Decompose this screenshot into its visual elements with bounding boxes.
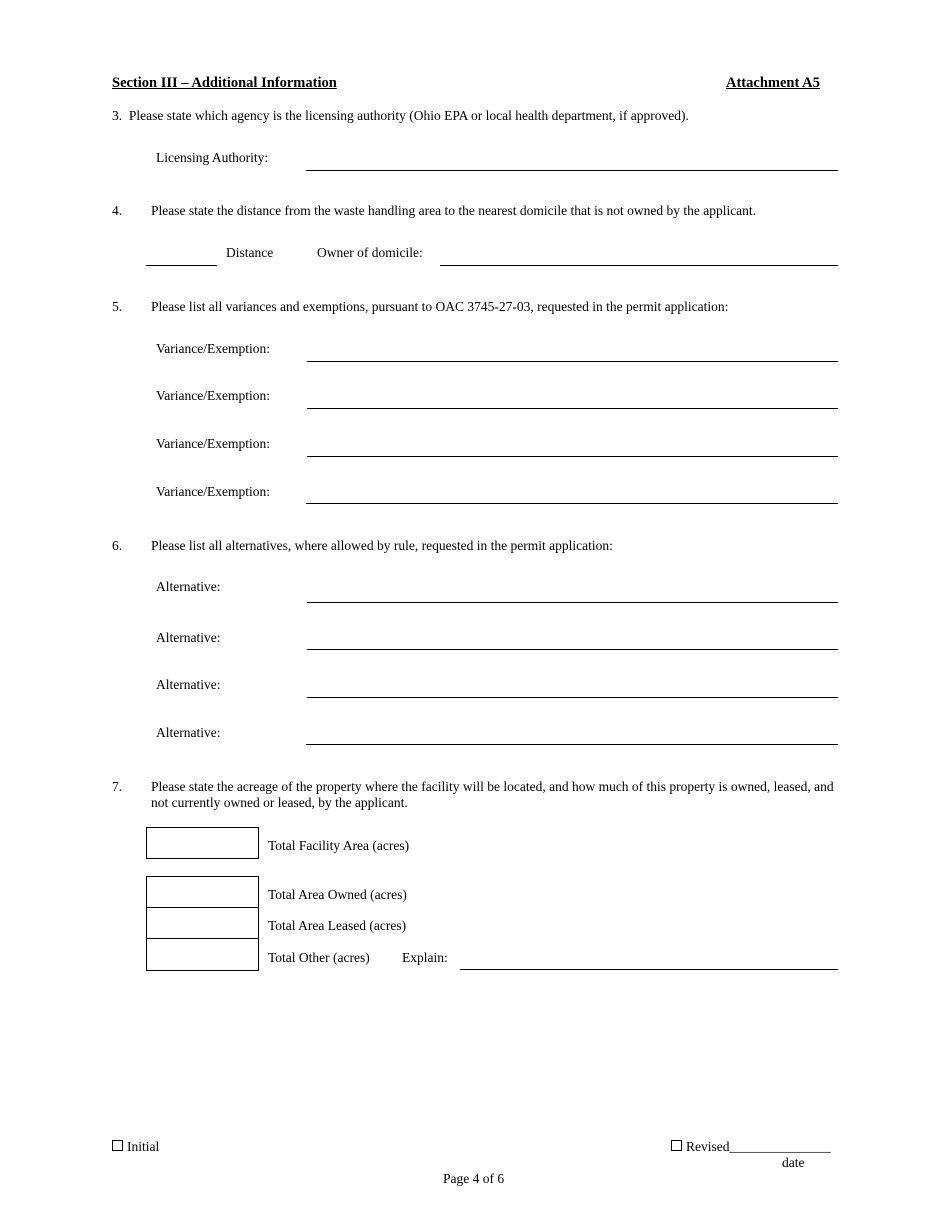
- explain-label: Explain:: [402, 950, 448, 965]
- variance-exemption-field[interactable]: [307, 408, 838, 409]
- alternative-field[interactable]: [306, 744, 838, 745]
- question-7-number: 7.: [112, 779, 123, 794]
- initial-option[interactable]: [112, 1139, 159, 1155]
- alternative-label: Alternative:: [156, 630, 221, 645]
- variance-exemption-field[interactable]: [307, 456, 838, 457]
- question-3-text: 3. Please state which agency is the licensing authority (Ohio EPA or local health department, if approved).: [112, 108, 689, 123]
- section-title: Section III – Additional Information: [112, 75, 337, 91]
- question-4-text: Please state the distance from the waste handling area to the nearest domicile that is not owned by the applicant.: [151, 203, 757, 218]
- initial-checkbox-icon[interactable]: [112, 1140, 123, 1151]
- question-7-text: Please state the acreage of the property where the facility will be located, and how much of this property is owned, leased, and not currently owned or leased, by the applicant.: [151, 779, 834, 810]
- initial-label: Initial: [127, 1139, 160, 1154]
- question-6-number: 6.: [112, 538, 123, 553]
- total-facility-area-input[interactable]: [146, 827, 259, 859]
- variance-exemption-label: Variance/Exemption:: [156, 341, 270, 356]
- total-area-leased-input[interactable]: [146, 907, 259, 940]
- revised-label: Revised_______________: [686, 1139, 831, 1154]
- alternative-field[interactable]: [307, 602, 838, 603]
- total-area-leased-label: Total Area Leased (acres): [268, 918, 407, 933]
- total-other-label: Total Other (acres): [268, 950, 370, 965]
- alternative-label: Alternative:: [156, 677, 221, 692]
- alternative-label: Alternative:: [156, 579, 221, 594]
- total-area-owned-input[interactable]: [146, 876, 259, 909]
- question-5-number: 5.: [112, 299, 123, 314]
- date-label: date: [782, 1155, 805, 1170]
- owner-of-domicile-field[interactable]: [440, 265, 838, 266]
- owner-of-domicile-label: Owner of domicile:: [317, 245, 423, 260]
- variance-exemption-label: Variance/Exemption:: [156, 388, 270, 403]
- question-6-text: Please list all alternatives, where allowed by rule, requested in the permit application:: [151, 538, 613, 553]
- licensing-authority-field[interactable]: [306, 170, 838, 171]
- page-number: Page 4 of 6: [443, 1171, 505, 1186]
- attachment-label: Attachment A5: [726, 75, 820, 91]
- question-4-number: 4.: [112, 203, 123, 218]
- explain-field[interactable]: [460, 969, 838, 970]
- total-other-input[interactable]: [146, 938, 259, 971]
- revised-checkbox-icon[interactable]: [671, 1140, 682, 1151]
- variance-exemption-label: Variance/Exemption:: [156, 484, 270, 499]
- alternative-field[interactable]: [307, 697, 838, 698]
- total-area-owned-label: Total Area Owned (acres): [268, 887, 407, 902]
- total-facility-area-label: Total Facility Area (acres): [268, 838, 410, 853]
- distance-field[interactable]: [146, 265, 217, 266]
- alternative-field[interactable]: [307, 649, 838, 650]
- question-5-text: Please list all variances and exemptions, pursuant to OAC 3745-27-03, requested in the permit application:: [151, 299, 729, 314]
- revised-option[interactable]: [671, 1139, 831, 1155]
- distance-label: Distance: [226, 245, 274, 260]
- variance-exemption-field[interactable]: [307, 361, 838, 362]
- licensing-authority-label: Licensing Authority:: [156, 150, 269, 165]
- alternative-label: Alternative:: [156, 725, 221, 740]
- variance-exemption-label: Variance/Exemption:: [156, 436, 270, 451]
- variance-exemption-field[interactable]: [306, 503, 838, 504]
